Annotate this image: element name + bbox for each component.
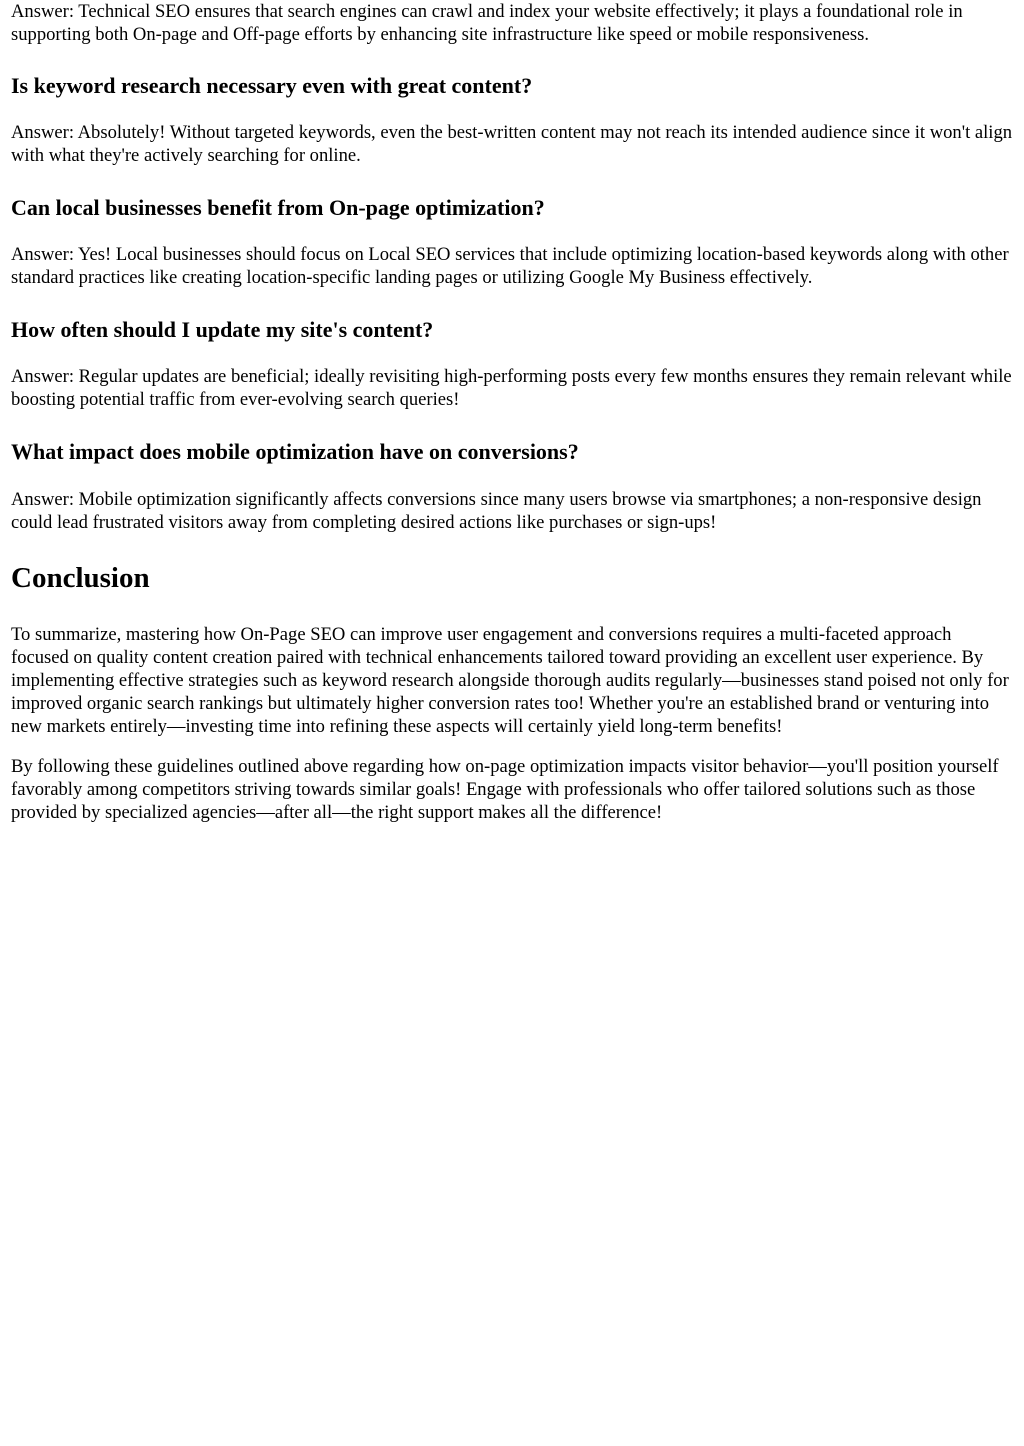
faq-question: What impact does mobile optimization have on conversions? bbox=[11, 439, 579, 464]
faq-answer: Answer: Absolutely! Without targeted keywords, even the best-written content may not reach its intended audience since it won't align with what they're actively searching for online. bbox=[11, 122, 1013, 166]
section-heading-conclusion: Conclusion bbox=[11, 562, 150, 594]
faq-answer: Answer: Yes! Local businesses should focus on Local SEO services that include optimizing location-based keywords along with other standard practices like creating location-specific landing pages or utilizing Google My Business effectively. bbox=[11, 244, 1009, 288]
conclusion-paragraph: By following these guidelines outlined above regarding how on-page optimization impacts visitor behavior—you'll position yourself favorably among competitors striving towards similar goals! Engage with professionals who offer tailored solutions such as those provided by specialized agencies—after all—the right support makes all the difference! bbox=[11, 756, 999, 823]
faq-question: Is keyword research necessary even with great content? bbox=[11, 73, 533, 98]
faq-answer: Answer: Mobile optimization significantly affects conversions since many users browse via smartphones; a non-responsive design could lead frustrated visitors away from completing desired actions like purchases or sign-ups! bbox=[11, 489, 982, 533]
faq-answer: Answer: Regular updates are beneficial; ideally revisiting high-performing posts every few months ensures they remain relevant while boosting potential traffic from ever-evolving search queries! bbox=[11, 366, 1012, 410]
faq-question: Can local businesses benefit from On-page optimization? bbox=[11, 195, 545, 220]
answer-paragraph: Answer: Technical SEO ensures that search engines can crawl and index your website effectively; it plays a foundational role in supporting both On-page and Off-page efforts by enhancing site infrastructure like speed or mobile responsiveness. bbox=[11, 1, 963, 45]
faq-question: How often should I update my site's content? bbox=[11, 317, 434, 342]
conclusion-paragraph: To summarize, mastering how On-Page SEO can improve user engagement and conversions requires a multi-faceted approach focused on quality content creation paired with technical enhancements tailored toward providing an excellent user experience. By implementing effective strategies such as keyword research alongside thorough audits regularly—businesses stand poised not only for improved organic search rankings but ultimately higher conversion rates too! Whether you're an established brand or venturing into new markets entirely—investing time into refining these aspects will certainly yield long-term benefits! bbox=[11, 624, 1009, 737]
